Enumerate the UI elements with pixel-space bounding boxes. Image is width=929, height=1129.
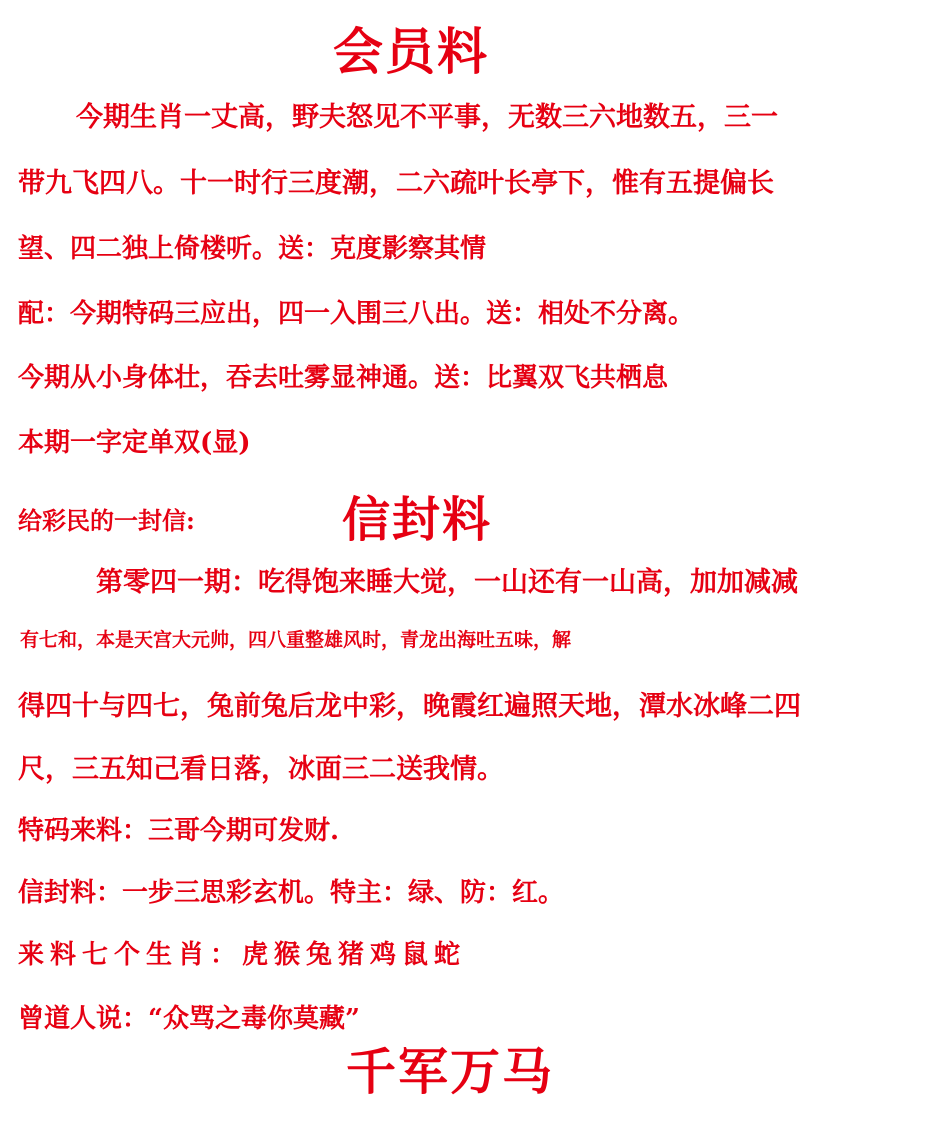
member-line-1: 今期生肖一丈高，野夫怒见不平事，无数三六地数五，三一 [76, 102, 778, 133]
letter-line-8: 曾道人说：“众骂之毒你莫藏” [18, 1004, 360, 1034]
letter-line-4: 尺，三五知己看日落，冰面三二送我情。 [18, 754, 504, 785]
member-line-2: 带九飞四八。十一时行三度潮，二六疏叶长亭下，惟有五提偏长 [18, 168, 774, 199]
letter-line-7: 来料七个生肖：虎猴兔猪鸡鼠蛇 [18, 940, 467, 970]
letter-line-1: 第零四一期：吃得饱来睡大觉，一山还有一山高，加加减减 [96, 567, 798, 598]
member-title: 会员料 [333, 22, 489, 81]
letter-line-5: 特码来料：三哥今期可发财. [18, 816, 340, 846]
footer-title: 千军万马 [346, 1042, 554, 1101]
letter-title: 信封料 [342, 492, 493, 548]
member-line-4: 配：今期特码三应出，四一入围三八出。送：相处不分离。 [18, 299, 695, 329]
member-line-3: 望、四二独上倚楼听。送：克度影察其情 [18, 234, 487, 264]
letter-line-6: 信封料：一步三思彩玄机。特主：绿、防：红。 [18, 878, 565, 908]
letter-line-3: 得四十与四七，兔前兔后龙中彩，晚霞红遍照天地，潭水冰峰二四 [18, 691, 801, 722]
member-line-6: 本期一字定单双(显) [18, 428, 251, 458]
letter-intro: 给彩民的一封信: [18, 506, 195, 535]
member-line-5: 今期从小身体壮，吞去吐雾显神通。送：比翼双飞共栖息 [18, 363, 669, 393]
letter-line-2: 有七和，本是天宫大元帅，四八重整雄风时，青龙出海吐五味，解 [20, 629, 572, 651]
